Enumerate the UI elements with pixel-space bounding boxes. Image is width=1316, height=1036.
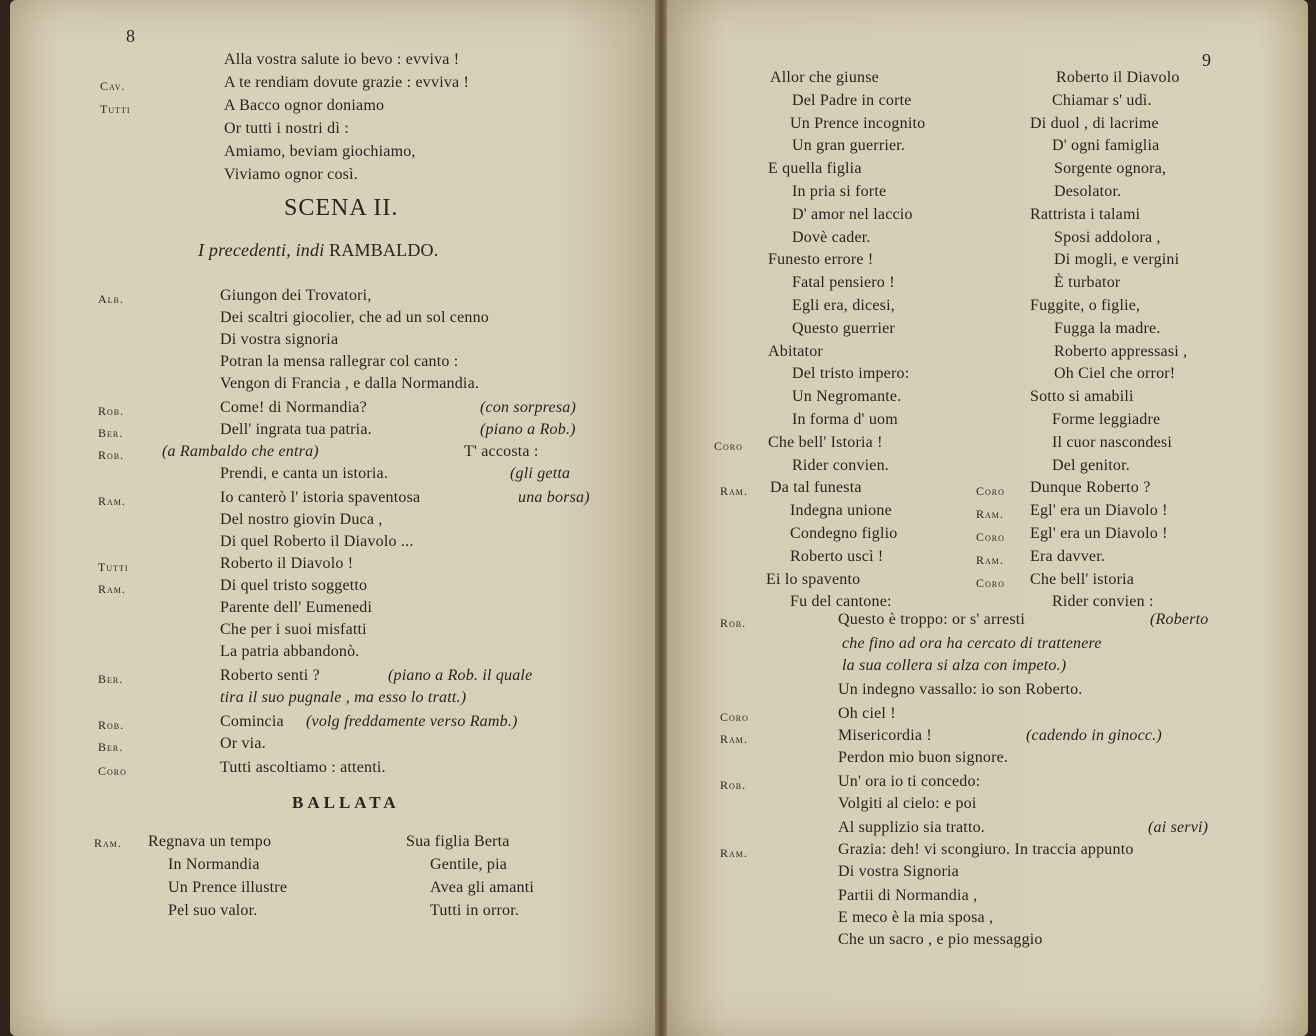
verse-line: Ei lo spavento <box>766 570 861 588</box>
stage-direction: (volg freddamente verso Ramb.) <box>306 713 518 730</box>
dialog-line: Un indegno vassallo: io son Roberto. <box>838 681 1083 698</box>
verse-line: Sotto si amabili <box>1030 388 1134 406</box>
dialog-line: Roberto senti ? <box>220 667 320 684</box>
dialog-line: Grazia: deh! vi scongiuro. In traccia appunto <box>838 841 1134 858</box>
stage-direction: (ai servi) <box>1148 819 1209 836</box>
dialog-line: Volgiti al cielo: e poi <box>838 795 977 812</box>
speaker-label: Coro <box>720 710 749 724</box>
verse-line: Rider convien : <box>1052 593 1154 611</box>
page-number-left: 8 <box>126 26 136 46</box>
ballata-line: Avea gli amanti <box>430 879 534 896</box>
dialog-line: Di quel tristo soggetto <box>220 577 368 594</box>
speaker-label: Ber. <box>98 740 124 754</box>
verse-line: Oh Ciel che orror! <box>1054 365 1176 383</box>
ballata-line: Regnava un tempo <box>148 833 272 850</box>
dialog-line: Giungon dei Trovatori, <box>220 287 372 304</box>
ballata-line: Pel suo valor. <box>168 902 258 919</box>
stage-direction: (gli getta <box>510 465 571 482</box>
speaker-label: Coro <box>98 764 127 778</box>
dialog-line: Comincia <box>220 713 284 730</box>
dialog-line: La patria abbandonò. <box>220 643 360 660</box>
stage-direction: (piano a Rob.) <box>480 421 576 438</box>
verse-line: In pria si forte <box>792 183 887 200</box>
ballata-line: Gentile, pia <box>430 856 508 873</box>
verse-line: Egl' era un Diavolo ! <box>1030 502 1168 520</box>
verse-line: D' ogni famiglia <box>1052 137 1160 155</box>
stage-direction: la sua collera si alza con impeto.) <box>842 657 1067 674</box>
scene-title: SCENA II. <box>284 195 399 221</box>
stage-direction: che fino ad ora ha cercato di trattenere <box>842 635 1102 652</box>
dialog-line: Come! di Normandia? <box>220 399 367 416</box>
speaker-label: Ram. <box>98 582 126 596</box>
verse-line: A te rendiam dovute grazie : evviva ! <box>224 74 470 91</box>
verse-line: Di mogli, e vergini <box>1054 251 1180 269</box>
ballata-line: Sua figlia Berta <box>406 833 510 850</box>
verse-line: D' amor nel laccio <box>792 205 913 223</box>
dialog-line: Potran la mensa rallegrar col canto : <box>220 353 459 370</box>
verse-line: Un Negromante. <box>792 388 902 406</box>
verse-line: Condegno figlio <box>790 525 898 542</box>
verse-line: Chiamar s' udì. <box>1052 91 1152 109</box>
speaker-label: Coro <box>976 530 1005 544</box>
verse-line: Amiamo, beviam giochiamo, <box>224 143 416 160</box>
verse-line: E quella figlia <box>768 160 862 178</box>
speaker-label: Ber. <box>98 672 124 686</box>
dialog-line: Misericordia ! <box>838 727 932 744</box>
scene-subtitle-italic: I precedenti, indi <box>198 240 325 260</box>
verse-line: Viviamo ognor così. <box>224 166 358 183</box>
verse-line: Rattrista i talami <box>1030 205 1141 223</box>
ballata-line: In Normandia <box>168 856 260 873</box>
dialog-line: Che un sacro , e pio messaggio <box>838 931 1043 948</box>
verse-line: Desolator. <box>1054 183 1122 200</box>
verse-line: Che bell' Istoria ! <box>768 433 883 451</box>
verse-line: Alla vostra salute io bevo : evviva ! <box>224 51 460 68</box>
dialog-line: Di quel Roberto il Diavolo ... <box>220 533 414 550</box>
speaker-label: Rob. <box>98 404 125 418</box>
speaker-label: Coro <box>976 484 1005 499</box>
verse-line: Da tal funesta <box>770 479 862 497</box>
verse-line: Fugga la madre. <box>1054 319 1161 337</box>
verse-line: Indegna unione <box>790 502 892 520</box>
dialog-line: Io canterò l' istoria spaventosa <box>220 489 421 506</box>
speaker-label: Cav. <box>100 79 126 93</box>
verse-line: Del genitor. <box>1052 456 1130 474</box>
stage-direction: (cadendo in ginocc.) <box>1026 727 1162 744</box>
verse-line: Dovè cader. <box>792 228 871 246</box>
verse-line: Fuggite, o figlie, <box>1030 297 1141 314</box>
dialog-line: Prendi, e canta un istoria. <box>220 465 389 482</box>
verse-line: Dunque Roberto ? <box>1030 479 1151 497</box>
dialog-line: Di vostra signoria <box>220 331 339 348</box>
dialog-line: Parente dell' Eumenedi <box>220 599 373 616</box>
verse-line: Roberto appressasi , <box>1054 342 1188 360</box>
stage-direction: una borsa) <box>518 489 590 506</box>
ballata-line: Un Prence illustre <box>168 879 288 896</box>
dialog-line: Dell' ingrata tua patria. <box>220 421 372 438</box>
speaker-label: Alb. <box>98 292 124 306</box>
scene-subtitle-name: RAMBALDO. <box>329 240 439 260</box>
dialog-line: Questo è troppo: or s' arresti <box>838 611 1026 628</box>
dialog-line: E meco è la mia sposa , <box>838 909 994 926</box>
ballata-title: BALLATA <box>292 793 400 812</box>
verse-line: Un Prence incognito <box>790 114 926 132</box>
verse-line: Egli era, dicesi, <box>792 297 895 314</box>
verse-line: Che bell' istoria <box>1030 570 1135 588</box>
stage-direction: (con sorpresa) <box>480 399 576 416</box>
ballata-speaker: Ram. <box>94 836 122 850</box>
speaker-label: Ram. <box>98 494 126 508</box>
speaker-label: Ber. <box>98 426 124 440</box>
verse-line: È turbator <box>1054 274 1121 292</box>
verse-line: In forma d' uom <box>792 411 898 428</box>
verse-line: A Bacco ognor doniamo <box>224 97 385 114</box>
verse-line: Di duol , di lacrime <box>1030 114 1159 132</box>
dialog-line: Un' ora io ti concedo: <box>838 773 981 790</box>
dialog-line: Tutti ascoltiamo : attenti. <box>220 759 386 776</box>
ballata-line: Tutti in orror. <box>430 902 520 919</box>
stage-direction: (Roberto <box>1150 611 1209 628</box>
speaker-label: Tutti <box>98 560 129 574</box>
speaker-label: Rob. <box>720 778 747 792</box>
dialog-line: Del nostro giovin Duca , <box>220 511 383 528</box>
speaker-label: Ram. <box>976 507 1004 522</box>
verse-line: Sorgente ognora, <box>1054 160 1167 178</box>
speaker-label: Ram. <box>720 732 748 746</box>
stage-direction: tira il suo pugnale , ma esso lo tratt.) <box>220 689 467 706</box>
speaker-label: Rob. <box>98 718 125 732</box>
speaker-label: Ram. <box>976 552 1004 567</box>
verse-line: Era davver. <box>1030 547 1106 565</box>
stage-direction: (piano a Rob. il quale <box>388 667 533 684</box>
scene-subtitle <box>198 240 438 260</box>
verse-line: Funesto errore ! <box>768 251 874 269</box>
speaker-label: Coro <box>976 575 1005 590</box>
speaker-label: Rob. <box>98 448 125 462</box>
dialog-line: Perdon mio buon signore. <box>838 749 1009 766</box>
speaker-label: Ram. <box>720 846 748 860</box>
dialog-line: Di vostra Signoria <box>838 863 959 880</box>
verse-line: Sposi addolora , <box>1054 228 1161 246</box>
verse-line: Fu del cantone: <box>790 593 892 611</box>
verse-line: Egl' era un Diavolo ! <box>1030 525 1168 542</box>
stage-direction: (a Rambaldo che entra) <box>162 443 319 460</box>
speaker-label: Coro <box>714 438 743 453</box>
verse-line: Fatal pensiero ! <box>792 274 895 292</box>
dialog-line: Che per i suoi misfatti <box>220 621 367 638</box>
verse-line: Or tutti i nostri dì : <box>224 120 349 137</box>
verse-line: Del Padre in corte <box>792 91 912 109</box>
dialog-line: Vengon di Francia , e dalla Normandia. <box>220 375 480 392</box>
dialog-line: Al supplizio sia tratto. <box>838 819 986 836</box>
verse-line: Forme leggiadre <box>1052 411 1161 428</box>
book-gutter <box>655 0 667 1036</box>
dialog-line: Partii di Normandia , <box>838 887 978 904</box>
dialog-line: Or via. <box>220 735 266 752</box>
dialog-line: Oh ciel ! <box>838 705 896 722</box>
verse-line: Allor che giunse <box>770 69 879 86</box>
verse-line: Abitator <box>768 342 823 360</box>
verse-line: Roberto il Diavolo <box>1056 69 1180 86</box>
verse-line: Rider convien. <box>792 456 889 474</box>
speaker-label: Ram. <box>720 484 748 499</box>
page-number-right: 9 <box>1202 50 1212 70</box>
verse-line: Questo guerrier <box>792 319 895 337</box>
verse-line: Il cuor nascondesi <box>1052 433 1173 451</box>
speaker-label: Tutti <box>100 102 131 116</box>
speaker-label: Rob. <box>720 616 747 630</box>
dialog-line: Roberto il Diavolo ! <box>220 555 354 572</box>
dialog-line: Dei scaltri giocolier, che ad un sol cenno <box>220 309 490 326</box>
verse-line: Un gran guerrier. <box>792 137 906 155</box>
dialog-line: T' accosta : <box>464 443 539 460</box>
verse-line: Roberto uscì ! <box>790 547 884 565</box>
verse-line: Del tristo impero: <box>792 365 910 383</box>
